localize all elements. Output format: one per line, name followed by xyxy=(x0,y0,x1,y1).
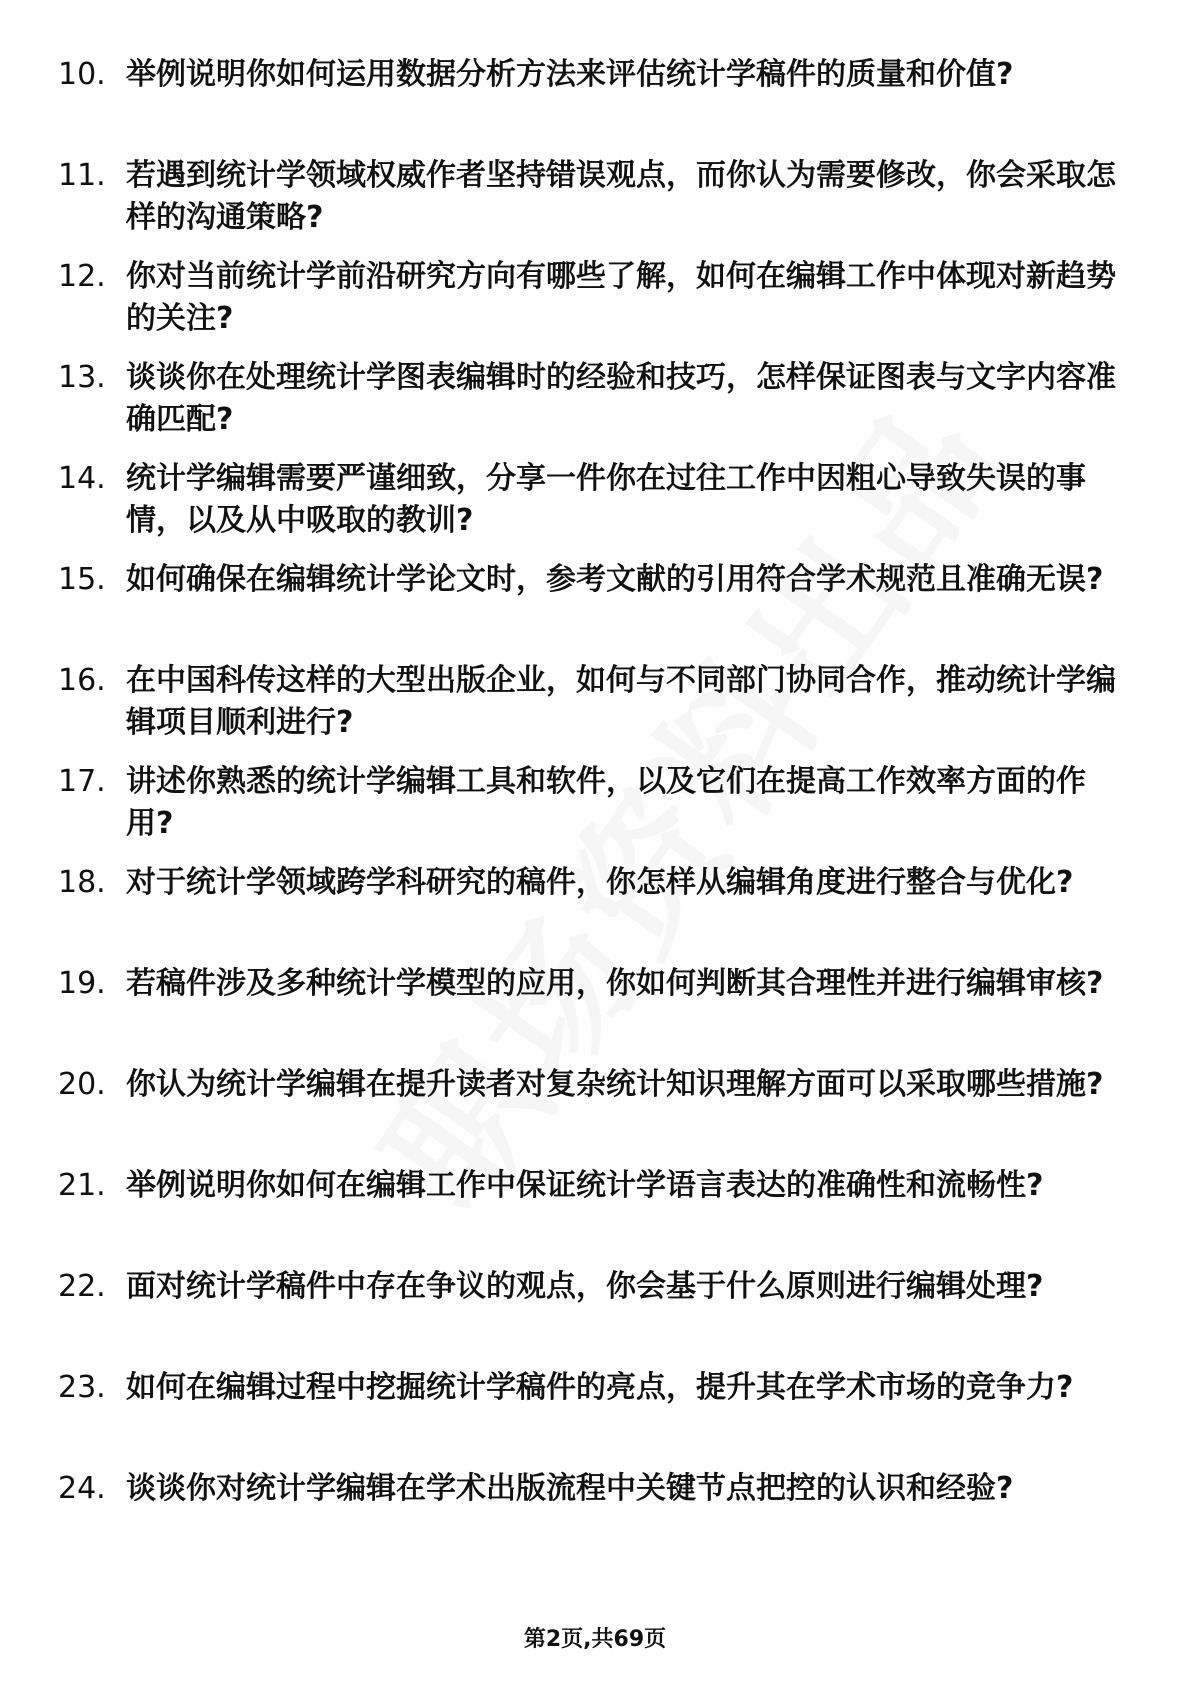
question-number: 14. xyxy=(58,461,106,496)
question-text: 统计学编辑需要严谨细致，分享一件你在过往工作中因粗心导致失误的事情，以及从中吸取的教训? xyxy=(126,461,1086,538)
list-item xyxy=(58,155,1118,256)
list-item xyxy=(58,963,1118,1064)
question-text: 若稿件涉及多种统计学模型的应用，你如何判断其合理性并进行编辑审核? xyxy=(126,966,1104,1001)
question-number: 16. xyxy=(58,663,106,698)
question-text: 面对统计学稿件中存在争议的观点，你会基于什么原则进行编辑处理? xyxy=(126,1269,1044,1304)
list-item xyxy=(58,54,1118,155)
list-item xyxy=(58,1165,1118,1266)
list-item xyxy=(58,761,1118,862)
list-item xyxy=(58,1064,1118,1165)
question-text: 举例说明你如何在编辑工作中保证统计学语言表达的准确性和流畅性? xyxy=(126,1168,1044,1203)
question-number: 24. xyxy=(58,1471,106,1506)
question-number: 10. xyxy=(58,57,106,92)
question-text: 若遇到统计学领域权威作者坚持错误观点，而你认为需要修改，你会采取怎样的沟通策略? xyxy=(126,158,1116,235)
question-text: 谈谈你对统计学编辑在学术出版流程中关键节点把控的认识和经验? xyxy=(126,1471,1014,1506)
question-text: 如何确保在编辑统计学论文时，参考文献的引用符合学术规范且准确无误? xyxy=(126,562,1104,597)
page-footer: 第2页,共69页 xyxy=(523,1627,667,1652)
question-text: 讲述你熟悉的统计学编辑工具和软件，以及它们在提高工作效率方面的作用? xyxy=(126,764,1086,841)
question-text: 对于统计学领域跨学科研究的稿件，你怎样从编辑角度进行整合与优化? xyxy=(126,865,1074,900)
question-number: 23. xyxy=(58,1370,106,1405)
question-text: 如何在编辑过程中挖掘统计学稿件的亮点，提升其在学术市场的竞争力? xyxy=(126,1370,1074,1405)
list-item xyxy=(58,458,1118,559)
list-item xyxy=(58,1266,1118,1367)
question-number: 21. xyxy=(58,1168,106,1203)
list-item xyxy=(58,357,1118,458)
question-number: 13. xyxy=(58,360,106,395)
question-text: 在中国科传这样的大型出版企业，如何与不同部门协同合作，推动统计学编辑项目顺利进行? xyxy=(126,663,1116,740)
list-item xyxy=(58,256,1118,357)
question-number: 18. xyxy=(58,865,106,900)
question-text: 谈谈你在处理统计学图表编辑时的经验和技巧，怎样保证图表与文字内容准确匹配? xyxy=(126,360,1116,437)
list-item xyxy=(58,1367,1118,1468)
question-number: 12. xyxy=(58,259,106,294)
question-text: 你认为统计学编辑在提升读者对复杂统计知识理解方面可以采取哪些措施? xyxy=(126,1067,1104,1102)
list-item xyxy=(58,660,1118,761)
question-text: 举例说明你如何运用数据分析方法来评估统计学稿件的质量和价值? xyxy=(126,57,1014,92)
question-number: 15. xyxy=(58,562,106,597)
question-number: 22. xyxy=(58,1269,106,1304)
question-number: 17. xyxy=(58,764,106,799)
list-item xyxy=(58,559,1118,660)
question-list xyxy=(58,54,1118,1569)
question-number: 20. xyxy=(58,1067,106,1102)
question-number: 11. xyxy=(58,158,106,193)
list-item xyxy=(58,1468,1118,1569)
question-text: 你对当前统计学前沿研究方向有哪些了解，如何在编辑工作中体现对新趋势的关注? xyxy=(126,259,1116,336)
list-item xyxy=(58,862,1118,963)
question-number: 19. xyxy=(58,966,106,1001)
